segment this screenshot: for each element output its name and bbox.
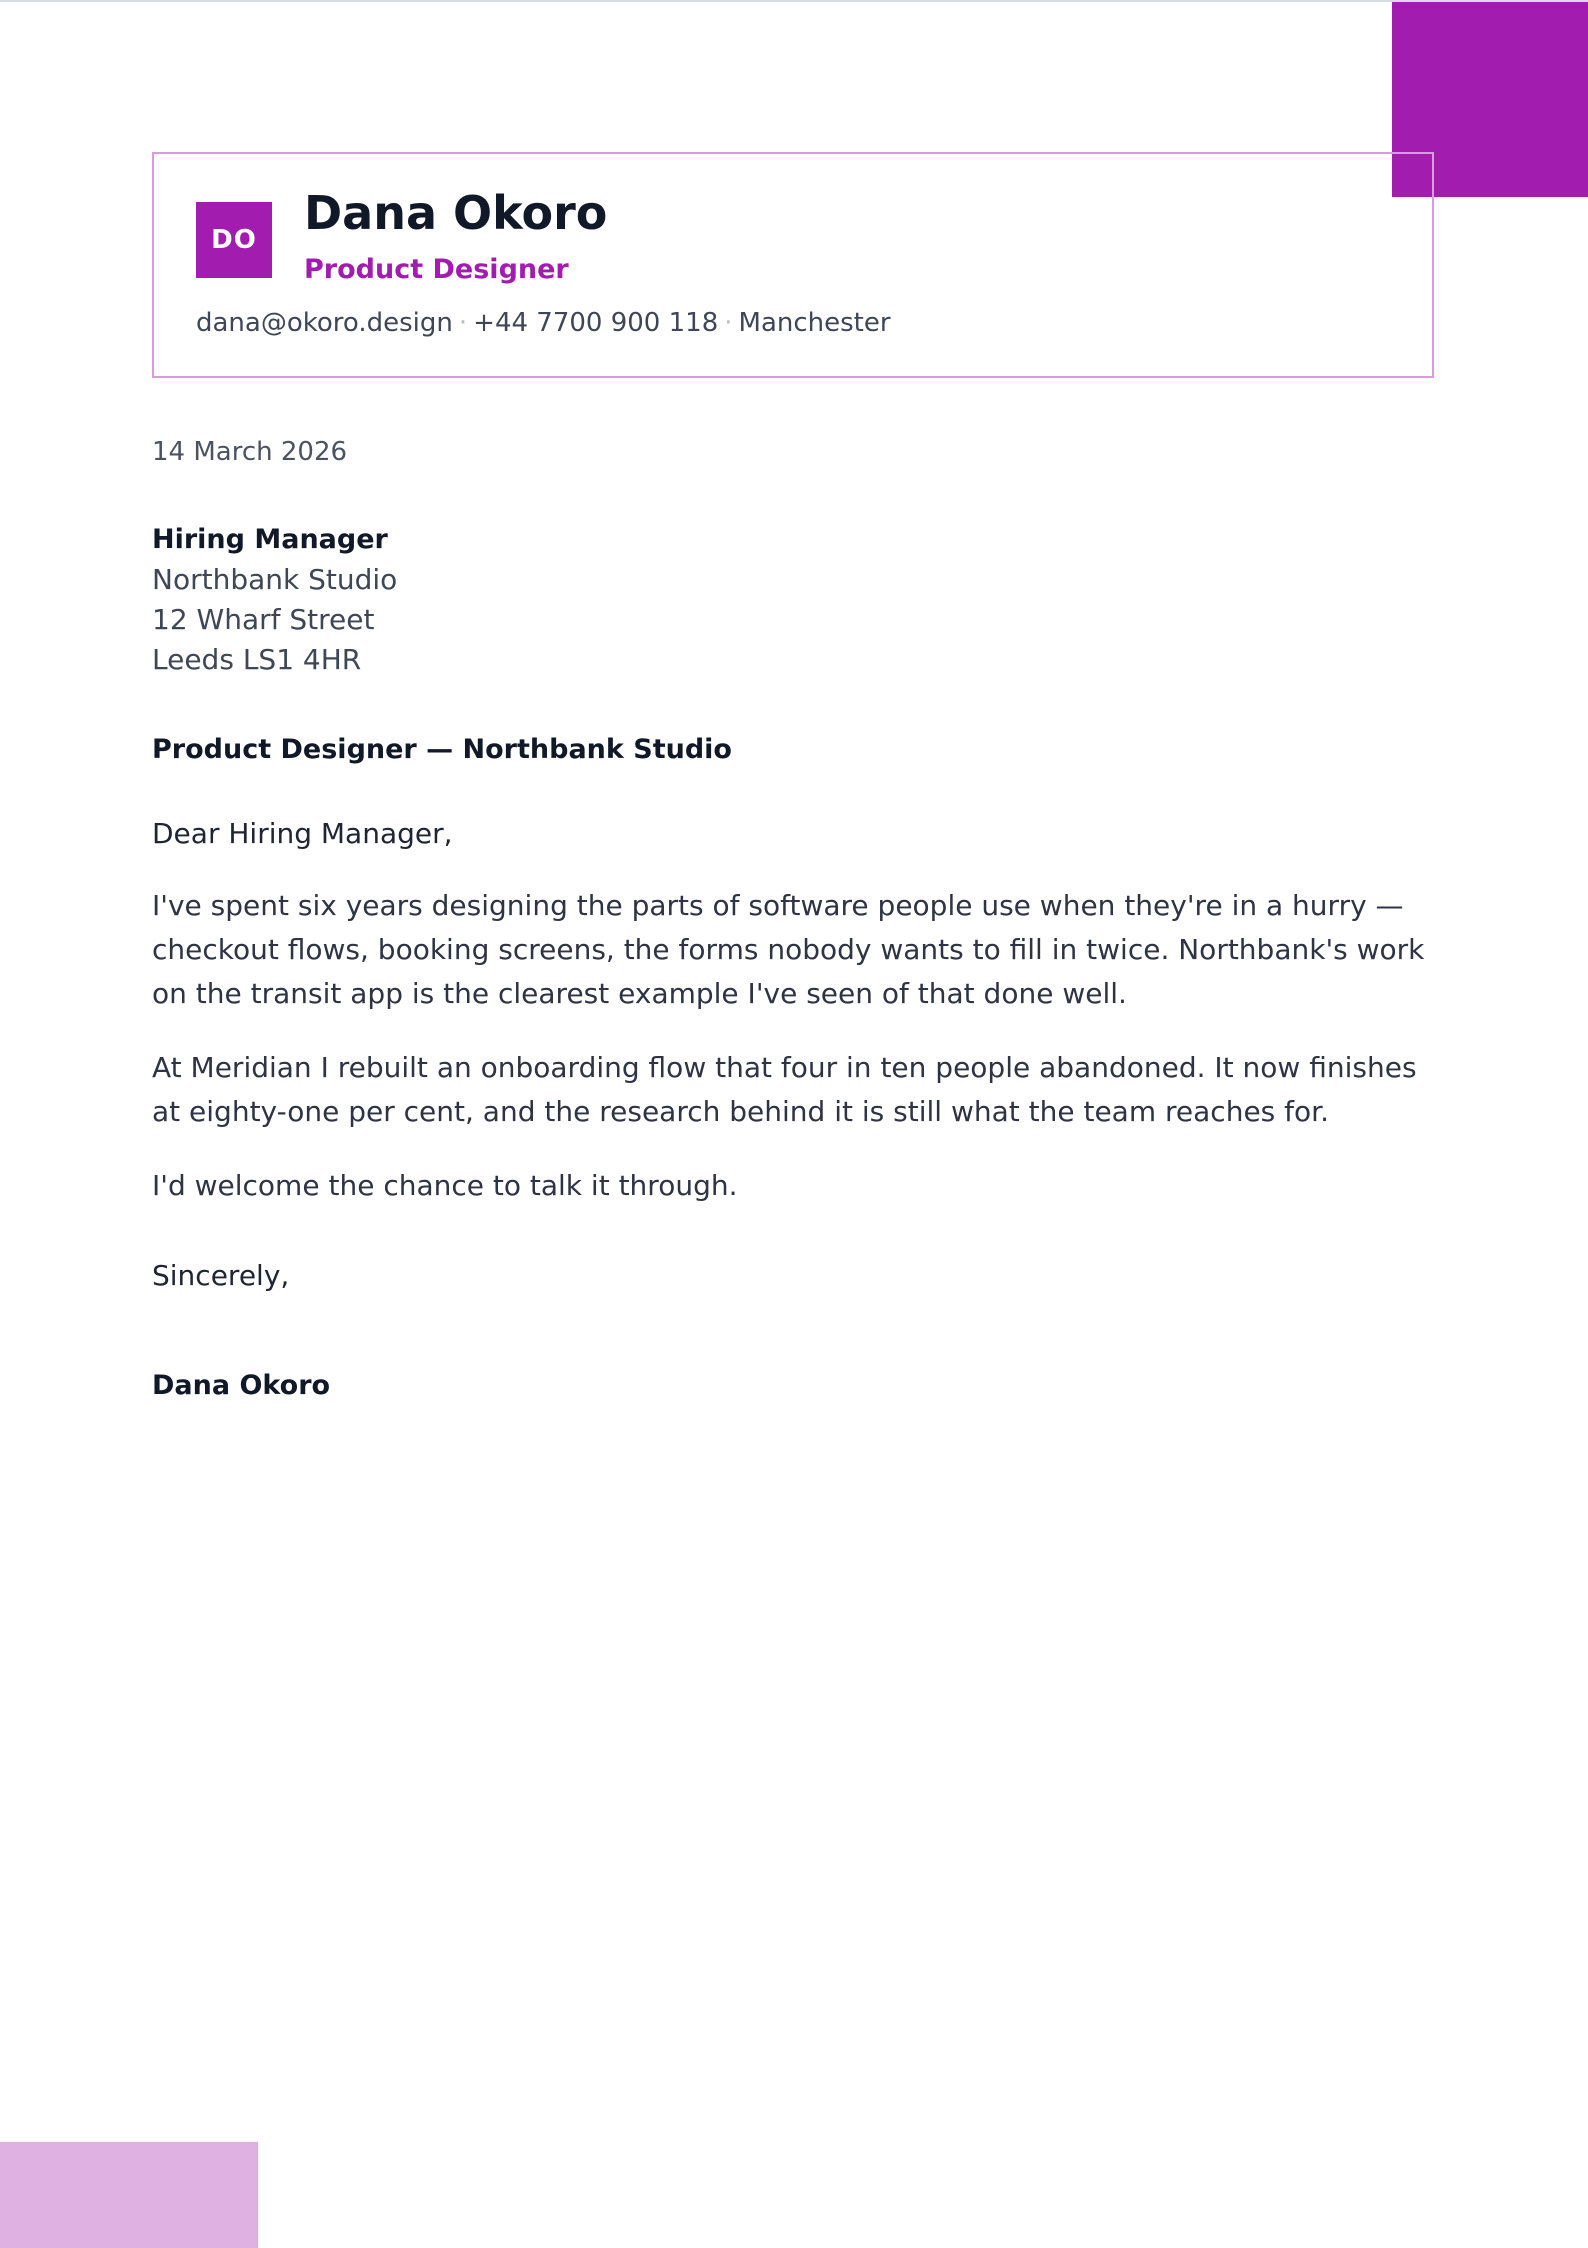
top-rule <box>0 0 1588 2</box>
letter-paragraph: At Meridian I rebuilt an onboarding flow that four in ten people abandoned. It now finishes at eighty-one per cent, and the research behind it is still what the team reaches for. <box>152 1051 1417 1128</box>
recipient-street: 12 Wharf Street <box>152 603 375 636</box>
contact-separator: · <box>724 308 733 338</box>
letter-paragraph: I'd welcome the chance to talk it through. <box>152 1169 738 1202</box>
recipient-company: Northbank Studio <box>152 563 398 596</box>
letter-closing: Sincerely, <box>152 1259 290 1292</box>
letter-salutation: Dear Hiring Manager, <box>152 817 453 850</box>
contact-phone[interactable]: +44 7700 900 118 <box>473 308 719 338</box>
letter-date: 14 March 2026 <box>152 437 348 467</box>
recipient-block <box>152 520 1434 680</box>
contact-separator: · <box>458 308 468 338</box>
contact-location: Manchester <box>738 308 891 338</box>
letter-paragraph: I've spent six years designing the parts of software people use when they're in a hurry — checkout flows, booking screens, the forms nobody wants to fill in twice. Northbank's work on the transit app is the clearest example I've seen of that done well. <box>152 889 1425 1010</box>
letter-signature: Dana Okoro <box>152 1370 331 1401</box>
sender-name: Dana Okoro <box>304 186 608 240</box>
recipient-city: Leeds LS1 4HR <box>152 643 362 676</box>
letter-subject: Product Designer — Northbank Studio <box>152 734 732 765</box>
recipient-title: Hiring Manager <box>152 524 388 555</box>
contact-line <box>196 308 891 338</box>
header-card <box>152 152 1434 378</box>
sender-role: Product Designer <box>304 254 569 285</box>
monogram-badge: DO <box>196 202 272 278</box>
accent-corner-block-bottom <box>0 2142 258 2248</box>
contact-email[interactable]: dana@okoro.design <box>196 308 453 338</box>
letter-body <box>152 434 1434 1406</box>
